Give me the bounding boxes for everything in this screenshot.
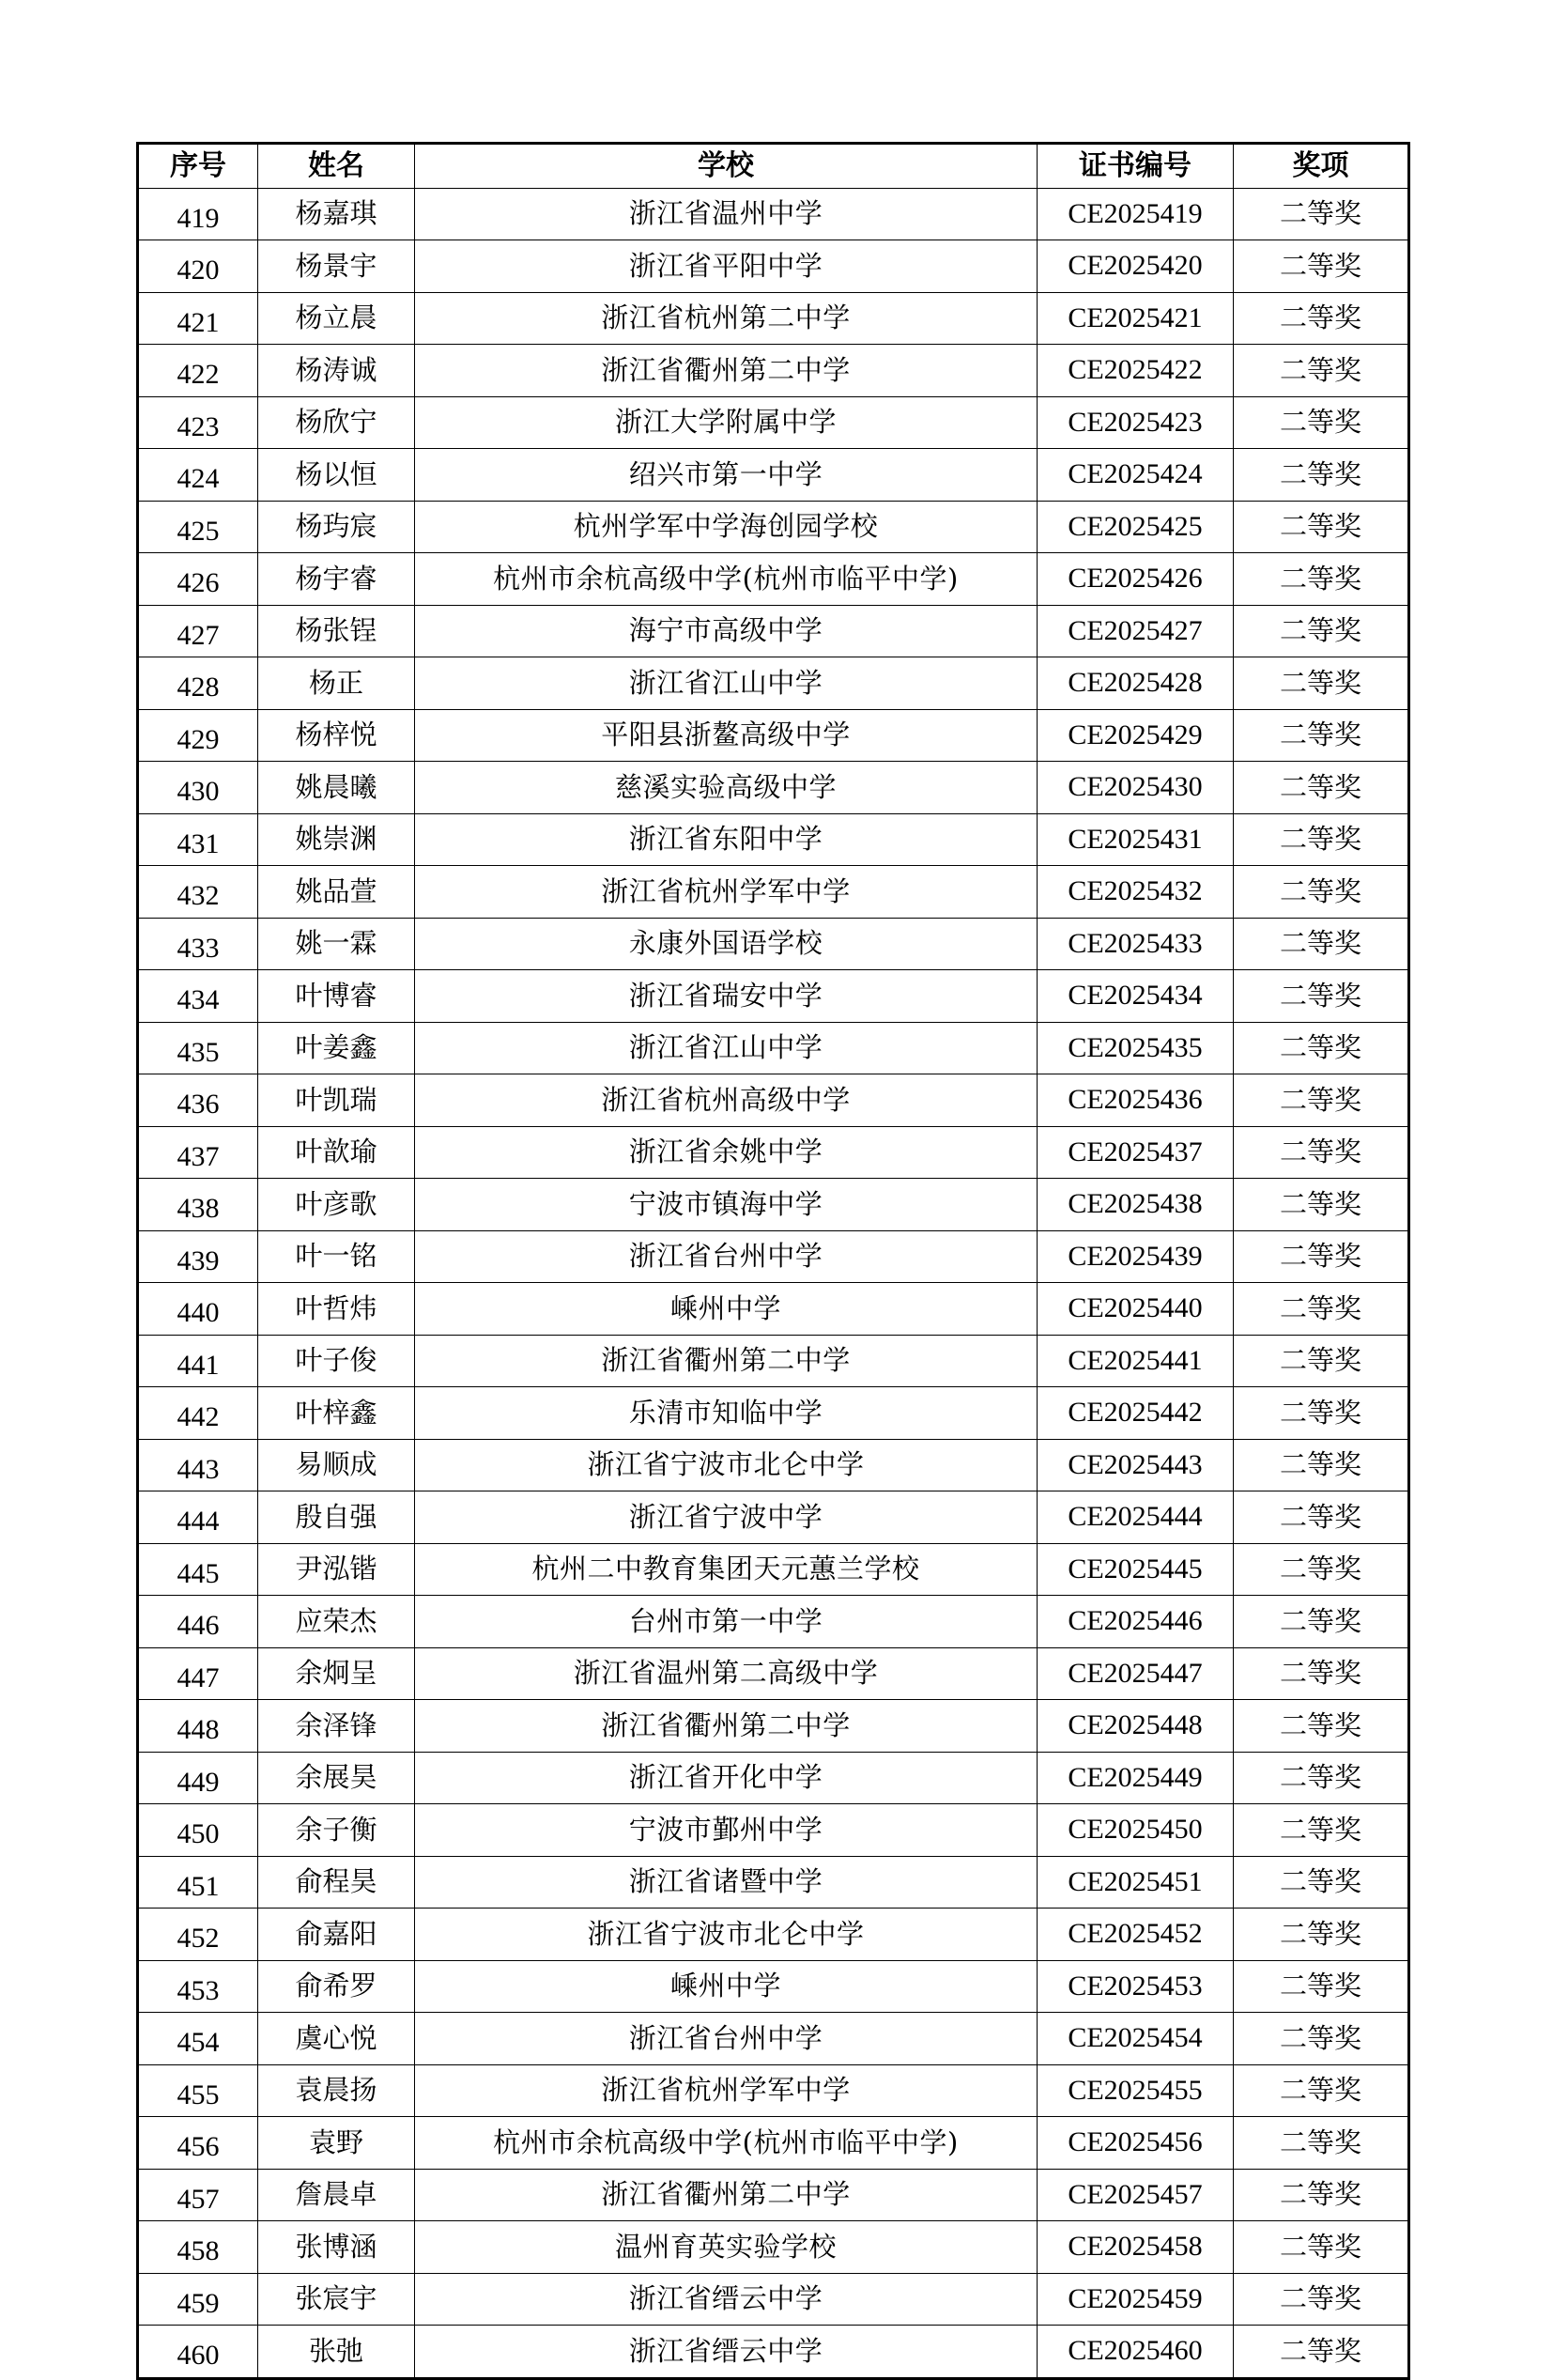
table-header [138, 144, 1409, 189]
cell-name: 叶姜鑫 [258, 1022, 415, 1074]
cell-name: 杨梓悦 [258, 709, 415, 762]
table-row [138, 709, 1409, 762]
cell-name: 叶彦歌 [258, 1179, 415, 1231]
cell-seq: 427 [138, 605, 258, 657]
cell-seq: 424 [138, 449, 258, 502]
cell-school: 宁波市鄞州中学 [415, 1804, 1038, 1857]
cell-cert: CE2025435 [1038, 1022, 1234, 1074]
table-row [138, 1179, 1409, 1231]
cell-award: 二等奖 [1234, 396, 1409, 449]
cell-cert: CE2025428 [1038, 657, 1234, 710]
cell-school: 浙江省衢州第二中学 [415, 1700, 1038, 1753]
cell-award: 二等奖 [1234, 1179, 1409, 1231]
cell-award: 二等奖 [1234, 709, 1409, 762]
cell-award: 二等奖 [1234, 1491, 1409, 1544]
cell-school: 浙江省温州中学 [415, 188, 1038, 240]
table-row [138, 1804, 1409, 1857]
cell-name: 俞程昊 [258, 1856, 415, 1909]
cell-cert: CE2025448 [1038, 1700, 1234, 1753]
cell-name: 杨玙宸 [258, 501, 415, 553]
cell-school: 浙江省东阳中学 [415, 813, 1038, 866]
cell-school: 浙江省杭州学军中学 [415, 866, 1038, 919]
cell-cert: CE2025432 [1038, 866, 1234, 919]
cell-cert: CE2025424 [1038, 449, 1234, 502]
cell-seq: 428 [138, 657, 258, 710]
cell-seq: 433 [138, 918, 258, 970]
cell-cert: CE2025447 [1038, 1647, 1234, 1700]
cell-seq: 422 [138, 345, 258, 397]
table-row [138, 1647, 1409, 1700]
cell-seq: 438 [138, 1179, 258, 1231]
table-row [138, 1700, 1409, 1753]
cell-seq: 429 [138, 709, 258, 762]
cell-award: 二等奖 [1234, 292, 1409, 345]
cell-school: 浙江省开化中学 [415, 1752, 1038, 1804]
cell-seq: 436 [138, 1074, 258, 1127]
cell-school: 杭州二中教育集团天元蕙兰学校 [415, 1543, 1038, 1596]
cell-award: 二等奖 [1234, 1335, 1409, 1387]
table-row [138, 866, 1409, 919]
cell-name: 虞心悦 [258, 2013, 415, 2065]
cell-seq: 444 [138, 1491, 258, 1544]
cell-name: 应荣杰 [258, 1596, 415, 1648]
cell-cert: CE2025427 [1038, 605, 1234, 657]
cell-cert: CE2025449 [1038, 1752, 1234, 1804]
cell-award: 二等奖 [1234, 1596, 1409, 1648]
cell-seq: 459 [138, 2273, 258, 2326]
header-school: 学校 [415, 144, 1038, 189]
cell-cert: CE2025431 [1038, 813, 1234, 866]
cell-name: 叶梓鑫 [258, 1387, 415, 1440]
cell-cert: CE2025446 [1038, 1596, 1234, 1648]
cell-name: 叶子俊 [258, 1335, 415, 1387]
table-row [138, 2221, 1409, 2274]
cell-school: 温州育英实验学校 [415, 2221, 1038, 2274]
cell-award: 二等奖 [1234, 1126, 1409, 1179]
cell-cert: CE2025425 [1038, 501, 1234, 553]
cell-seq: 443 [138, 1439, 258, 1491]
cell-seq: 423 [138, 396, 258, 449]
cell-school: 海宁市高级中学 [415, 605, 1038, 657]
table-row [138, 2117, 1409, 2170]
cell-name: 俞希罗 [258, 1960, 415, 2013]
cell-cert: CE2025439 [1038, 1230, 1234, 1283]
table-row [138, 970, 1409, 1023]
cell-cert: CE2025441 [1038, 1335, 1234, 1387]
cell-cert: CE2025451 [1038, 1856, 1234, 1909]
table-row [138, 1596, 1409, 1648]
cell-school: 浙江省江山中学 [415, 1022, 1038, 1074]
cell-school: 台州市第一中学 [415, 1596, 1038, 1648]
cell-cert: CE2025420 [1038, 240, 1234, 293]
table-row [138, 762, 1409, 814]
cell-award: 二等奖 [1234, 1647, 1409, 1700]
cell-seq: 460 [138, 2326, 258, 2379]
cell-seq: 419 [138, 188, 258, 240]
cell-award: 二等奖 [1234, 2013, 1409, 2065]
cell-award: 二等奖 [1234, 1387, 1409, 1440]
cell-seq: 452 [138, 1909, 258, 1961]
cell-cert: CE2025438 [1038, 1179, 1234, 1231]
cell-award: 二等奖 [1234, 1074, 1409, 1127]
cell-award: 二等奖 [1234, 1700, 1409, 1753]
cell-name: 尹泓锴 [258, 1543, 415, 1596]
cell-seq: 439 [138, 1230, 258, 1283]
cell-seq: 451 [138, 1856, 258, 1909]
cell-school: 浙江省台州中学 [415, 2013, 1038, 2065]
table-row [138, 396, 1409, 449]
cell-seq: 437 [138, 1126, 258, 1179]
table-row [138, 813, 1409, 866]
cell-cert: CE2025421 [1038, 292, 1234, 345]
cell-cert: CE2025457 [1038, 2169, 1234, 2221]
table-row [138, 1335, 1409, 1387]
cell-school: 浙江省缙云中学 [415, 2326, 1038, 2379]
table-row [138, 605, 1409, 657]
cell-seq: 431 [138, 813, 258, 866]
cell-school: 乐清市知临中学 [415, 1387, 1038, 1440]
cell-award: 二等奖 [1234, 449, 1409, 502]
cell-seq: 457 [138, 2169, 258, 2221]
cell-award: 二等奖 [1234, 813, 1409, 866]
cell-name: 杨以恒 [258, 449, 415, 502]
cell-name: 袁野 [258, 2117, 415, 2170]
cell-name: 杨正 [258, 657, 415, 710]
table-row [138, 2326, 1409, 2379]
table-row [138, 1752, 1409, 1804]
table-row [138, 2013, 1409, 2065]
cell-seq: 441 [138, 1335, 258, 1387]
cell-award: 二等奖 [1234, 1960, 1409, 2013]
cell-seq: 447 [138, 1647, 258, 1700]
cell-cert: CE2025454 [1038, 2013, 1234, 2065]
cell-cert: CE2025444 [1038, 1491, 1234, 1544]
cell-award: 二等奖 [1234, 866, 1409, 919]
cell-cert: CE2025429 [1038, 709, 1234, 762]
cell-school: 平阳县浙鳌高级中学 [415, 709, 1038, 762]
table-row [138, 1960, 1409, 2013]
cell-award: 二等奖 [1234, 553, 1409, 606]
cell-cert: CE2025442 [1038, 1387, 1234, 1440]
cell-school: 慈溪实验高级中学 [415, 762, 1038, 814]
cell-seq: 425 [138, 501, 258, 553]
cell-name: 张博涵 [258, 2221, 415, 2274]
table-row [138, 2169, 1409, 2221]
cell-award: 二等奖 [1234, 2326, 1409, 2379]
cell-name: 杨立晨 [258, 292, 415, 345]
cell-seq: 430 [138, 762, 258, 814]
cell-school: 宁波市镇海中学 [415, 1179, 1038, 1231]
cell-award: 二等奖 [1234, 1909, 1409, 1961]
cell-award: 二等奖 [1234, 2064, 1409, 2117]
cell-name: 杨景宇 [258, 240, 415, 293]
table-row [138, 1230, 1409, 1283]
table-row [138, 1856, 1409, 1909]
cell-school: 绍兴市第一中学 [415, 449, 1038, 502]
cell-cert: CE2025419 [1038, 188, 1234, 240]
cell-seq: 421 [138, 292, 258, 345]
cell-name: 姚崇渊 [258, 813, 415, 866]
cell-school: 浙江省衢州第二中学 [415, 345, 1038, 397]
cell-name: 张宸宇 [258, 2273, 415, 2326]
cell-award: 二等奖 [1234, 1230, 1409, 1283]
cell-school: 浙江省余姚中学 [415, 1126, 1038, 1179]
cell-name: 詹晨卓 [258, 2169, 415, 2221]
table-row [138, 1543, 1409, 1596]
table-row [138, 1909, 1409, 1961]
cell-cert: CE2025450 [1038, 1804, 1234, 1857]
cell-award: 二等奖 [1234, 762, 1409, 814]
cell-seq: 454 [138, 2013, 258, 2065]
cell-school: 浙江省杭州高级中学 [415, 1074, 1038, 1127]
cell-name: 叶凯瑞 [258, 1074, 415, 1127]
table-row [138, 292, 1409, 345]
cell-award: 二等奖 [1234, 605, 1409, 657]
table-row [138, 188, 1409, 240]
cell-award: 二等奖 [1234, 1543, 1409, 1596]
cell-seq: 448 [138, 1700, 258, 1753]
cell-cert: CE2025440 [1038, 1283, 1234, 1336]
header-cert: 证书编号 [1038, 144, 1234, 189]
cell-cert: CE2025452 [1038, 1909, 1234, 1961]
cell-award: 二等奖 [1234, 1283, 1409, 1336]
cell-award: 二等奖 [1234, 1856, 1409, 1909]
cell-name: 余子衡 [258, 1804, 415, 1857]
cell-name: 袁晨扬 [258, 2064, 415, 2117]
cell-school: 浙江省诸暨中学 [415, 1856, 1038, 1909]
cell-seq: 456 [138, 2117, 258, 2170]
cell-award: 二等奖 [1234, 657, 1409, 710]
table-row [138, 501, 1409, 553]
header-seq: 序号 [138, 144, 258, 189]
table-row [138, 553, 1409, 606]
cell-name: 姚品萱 [258, 866, 415, 919]
cell-award: 二等奖 [1234, 918, 1409, 970]
cell-award: 二等奖 [1234, 501, 1409, 553]
table-row [138, 2064, 1409, 2117]
cell-school: 浙江省宁波中学 [415, 1491, 1038, 1544]
cell-name: 易顺成 [258, 1439, 415, 1491]
cell-seq: 455 [138, 2064, 258, 2117]
cell-cert: CE2025459 [1038, 2273, 1234, 2326]
cell-name: 杨涛诚 [258, 345, 415, 397]
cell-school: 浙江省宁波市北仑中学 [415, 1909, 1038, 1961]
cell-cert: CE2025455 [1038, 2064, 1234, 2117]
cell-award: 二等奖 [1234, 2221, 1409, 2274]
table-row [138, 1439, 1409, 1491]
cell-school: 浙江省温州第二高级中学 [415, 1647, 1038, 1700]
cell-school: 嵊州中学 [415, 1960, 1038, 2013]
cell-award: 二等奖 [1234, 1439, 1409, 1491]
table-row [138, 240, 1409, 293]
cell-name: 姚一霖 [258, 918, 415, 970]
cell-seq: 432 [138, 866, 258, 919]
cell-award: 二等奖 [1234, 970, 1409, 1023]
cell-seq: 442 [138, 1387, 258, 1440]
cell-seq: 434 [138, 970, 258, 1023]
header-row [138, 144, 1409, 189]
cell-school: 浙江大学附属中学 [415, 396, 1038, 449]
cell-name: 叶歆瑜 [258, 1126, 415, 1179]
cell-seq: 449 [138, 1752, 258, 1804]
cell-cert: CE2025430 [1038, 762, 1234, 814]
table-row [138, 918, 1409, 970]
cell-award: 二等奖 [1234, 1804, 1409, 1857]
cell-award: 二等奖 [1234, 2273, 1409, 2326]
cell-name: 杨欣宁 [258, 396, 415, 449]
award-table [136, 142, 1410, 2380]
table-row [138, 657, 1409, 710]
cell-cert: CE2025458 [1038, 2221, 1234, 2274]
cell-name: 余炯呈 [258, 1647, 415, 1700]
cell-cert: CE2025423 [1038, 396, 1234, 449]
table-row [138, 1074, 1409, 1127]
cell-cert: CE2025433 [1038, 918, 1234, 970]
cell-seq: 450 [138, 1804, 258, 1857]
cell-name: 殷自强 [258, 1491, 415, 1544]
cell-award: 二等奖 [1234, 345, 1409, 397]
cell-seq: 440 [138, 1283, 258, 1336]
cell-cert: CE2025453 [1038, 1960, 1234, 2013]
cell-seq: 446 [138, 1596, 258, 1648]
cell-name: 张弛 [258, 2326, 415, 2379]
cell-seq: 435 [138, 1022, 258, 1074]
cell-school: 浙江省台州中学 [415, 1230, 1038, 1283]
cell-school: 浙江省瑞安中学 [415, 970, 1038, 1023]
cell-seq: 445 [138, 1543, 258, 1596]
table-row [138, 1491, 1409, 1544]
cell-cert: CE2025460 [1038, 2326, 1234, 2379]
table-row [138, 1283, 1409, 1336]
cell-name: 杨张锃 [258, 605, 415, 657]
cell-school: 浙江省衢州第二中学 [415, 2169, 1038, 2221]
cell-award: 二等奖 [1234, 2117, 1409, 2170]
cell-cert: CE2025434 [1038, 970, 1234, 1023]
cell-school: 嵊州中学 [415, 1283, 1038, 1336]
cell-award: 二等奖 [1234, 2169, 1409, 2221]
cell-name: 叶哲炜 [258, 1283, 415, 1336]
cell-name: 杨嘉琪 [258, 188, 415, 240]
cell-school: 杭州市余杭高级中学(杭州市临平中学) [415, 553, 1038, 606]
cell-school: 浙江省宁波市北仑中学 [415, 1439, 1038, 1491]
cell-name: 姚晨曦 [258, 762, 415, 814]
table-row [138, 1022, 1409, 1074]
cell-cert: CE2025443 [1038, 1439, 1234, 1491]
cell-seq: 458 [138, 2221, 258, 2274]
cell-name: 余泽锋 [258, 1700, 415, 1753]
cell-award: 二等奖 [1234, 188, 1409, 240]
table-row [138, 2273, 1409, 2326]
cell-school: 浙江省缙云中学 [415, 2273, 1038, 2326]
cell-cert: CE2025426 [1038, 553, 1234, 606]
cell-school: 浙江省杭州第二中学 [415, 292, 1038, 345]
cell-school: 浙江省杭州学军中学 [415, 2064, 1038, 2117]
cell-cert: CE2025422 [1038, 345, 1234, 397]
cell-award: 二等奖 [1234, 240, 1409, 293]
cell-school: 杭州学军中学海创园学校 [415, 501, 1038, 553]
cell-name: 叶一铭 [258, 1230, 415, 1283]
table-row [138, 1387, 1409, 1440]
header-name: 姓名 [258, 144, 415, 189]
cell-seq: 426 [138, 553, 258, 606]
cell-school: 杭州市余杭高级中学(杭州市临平中学) [415, 2117, 1038, 2170]
cell-school: 浙江省衢州第二中学 [415, 1335, 1038, 1387]
cell-award: 二等奖 [1234, 1022, 1409, 1074]
cell-name: 叶博睿 [258, 970, 415, 1023]
cell-cert: CE2025456 [1038, 2117, 1234, 2170]
cell-name: 俞嘉阳 [258, 1909, 415, 1961]
table-row [138, 1126, 1409, 1179]
table-row [138, 449, 1409, 502]
cell-award: 二等奖 [1234, 1752, 1409, 1804]
cell-school: 浙江省平阳中学 [415, 240, 1038, 293]
table-body [138, 188, 1409, 2378]
cell-seq: 453 [138, 1960, 258, 2013]
cell-cert: CE2025436 [1038, 1074, 1234, 1127]
table-row [138, 345, 1409, 397]
cell-school: 永康外国语学校 [415, 918, 1038, 970]
cell-seq: 420 [138, 240, 258, 293]
cell-cert: CE2025445 [1038, 1543, 1234, 1596]
cell-name: 余展昊 [258, 1752, 415, 1804]
cell-name: 杨宇睿 [258, 553, 415, 606]
cell-cert: CE2025437 [1038, 1126, 1234, 1179]
cell-school: 浙江省江山中学 [415, 657, 1038, 710]
header-award: 奖项 [1234, 144, 1409, 189]
